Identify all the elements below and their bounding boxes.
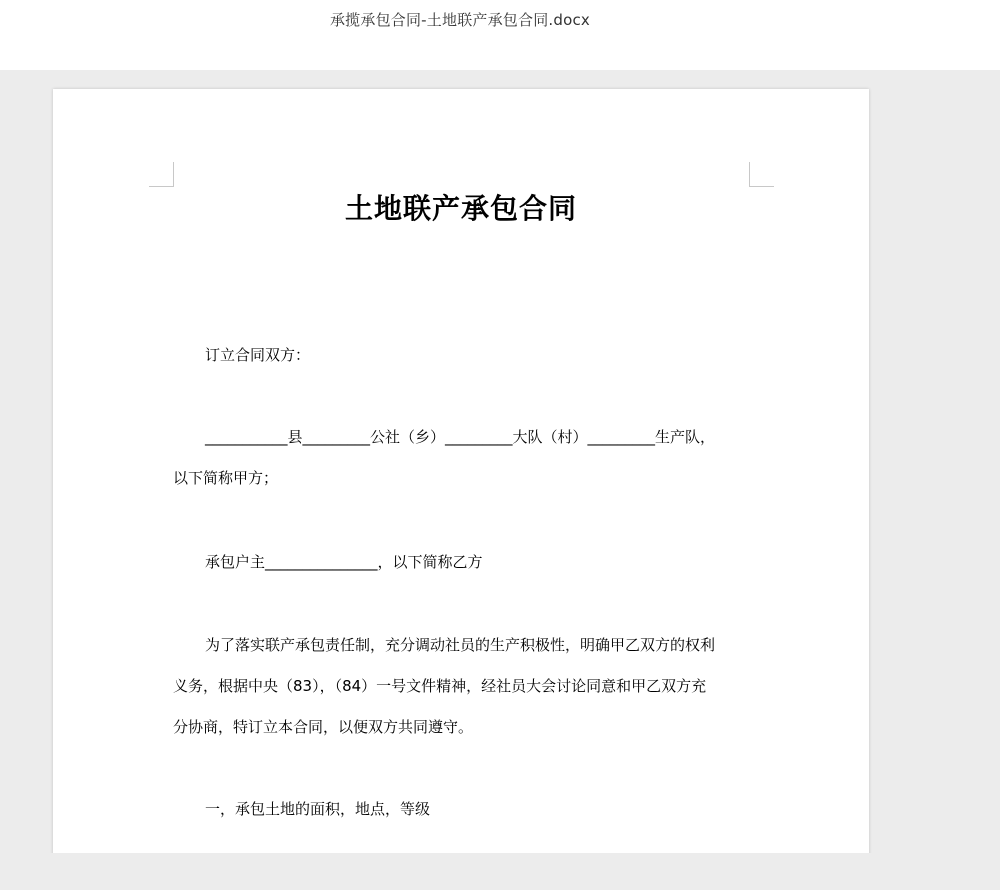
paragraph-section-one — [173, 789, 753, 830]
text-line: 以下简称甲方； — [173, 469, 279, 487]
document-page[interactable] — [53, 89, 869, 853]
text-line: ___________县_________公社（乡）_________大队（村）_________生产队， — [205, 428, 716, 446]
paragraph-party-a — [173, 417, 753, 499]
document-filename: 承揽承包合同-土地联产承包合同.docx — [329, 11, 590, 29]
text-line: 义务，根据中央（83），（84）一号文件精神，经社员大会讨论同意和甲乙双方充 — [173, 677, 707, 695]
text-line: 为了落实联产承包责任制，充分调动社员的生产积极性，明确甲乙双方的权利 — [205, 636, 716, 654]
margin-corner-top-right — [749, 162, 774, 187]
document-workspace[interactable] — [0, 70, 1000, 853]
section-heading: 一，承包土地的面积，地点，等级 — [205, 800, 431, 818]
text-line: 订立合同双方： — [205, 346, 311, 364]
paragraph-purpose — [173, 625, 753, 748]
paragraph-parties-heading — [173, 335, 753, 376]
margin-corner-top-left — [149, 162, 174, 187]
text-line: 分协商，特订立本合同，以便双方共同遵守。 — [173, 718, 474, 736]
document-title: 土地联产承包合同 — [344, 192, 577, 225]
paragraph-party-b — [173, 542, 753, 583]
status-bar — [0, 853, 1000, 890]
text-line: 承包户主_______________，以下简称乙方 — [205, 553, 483, 571]
title-bar — [0, 0, 1000, 70]
